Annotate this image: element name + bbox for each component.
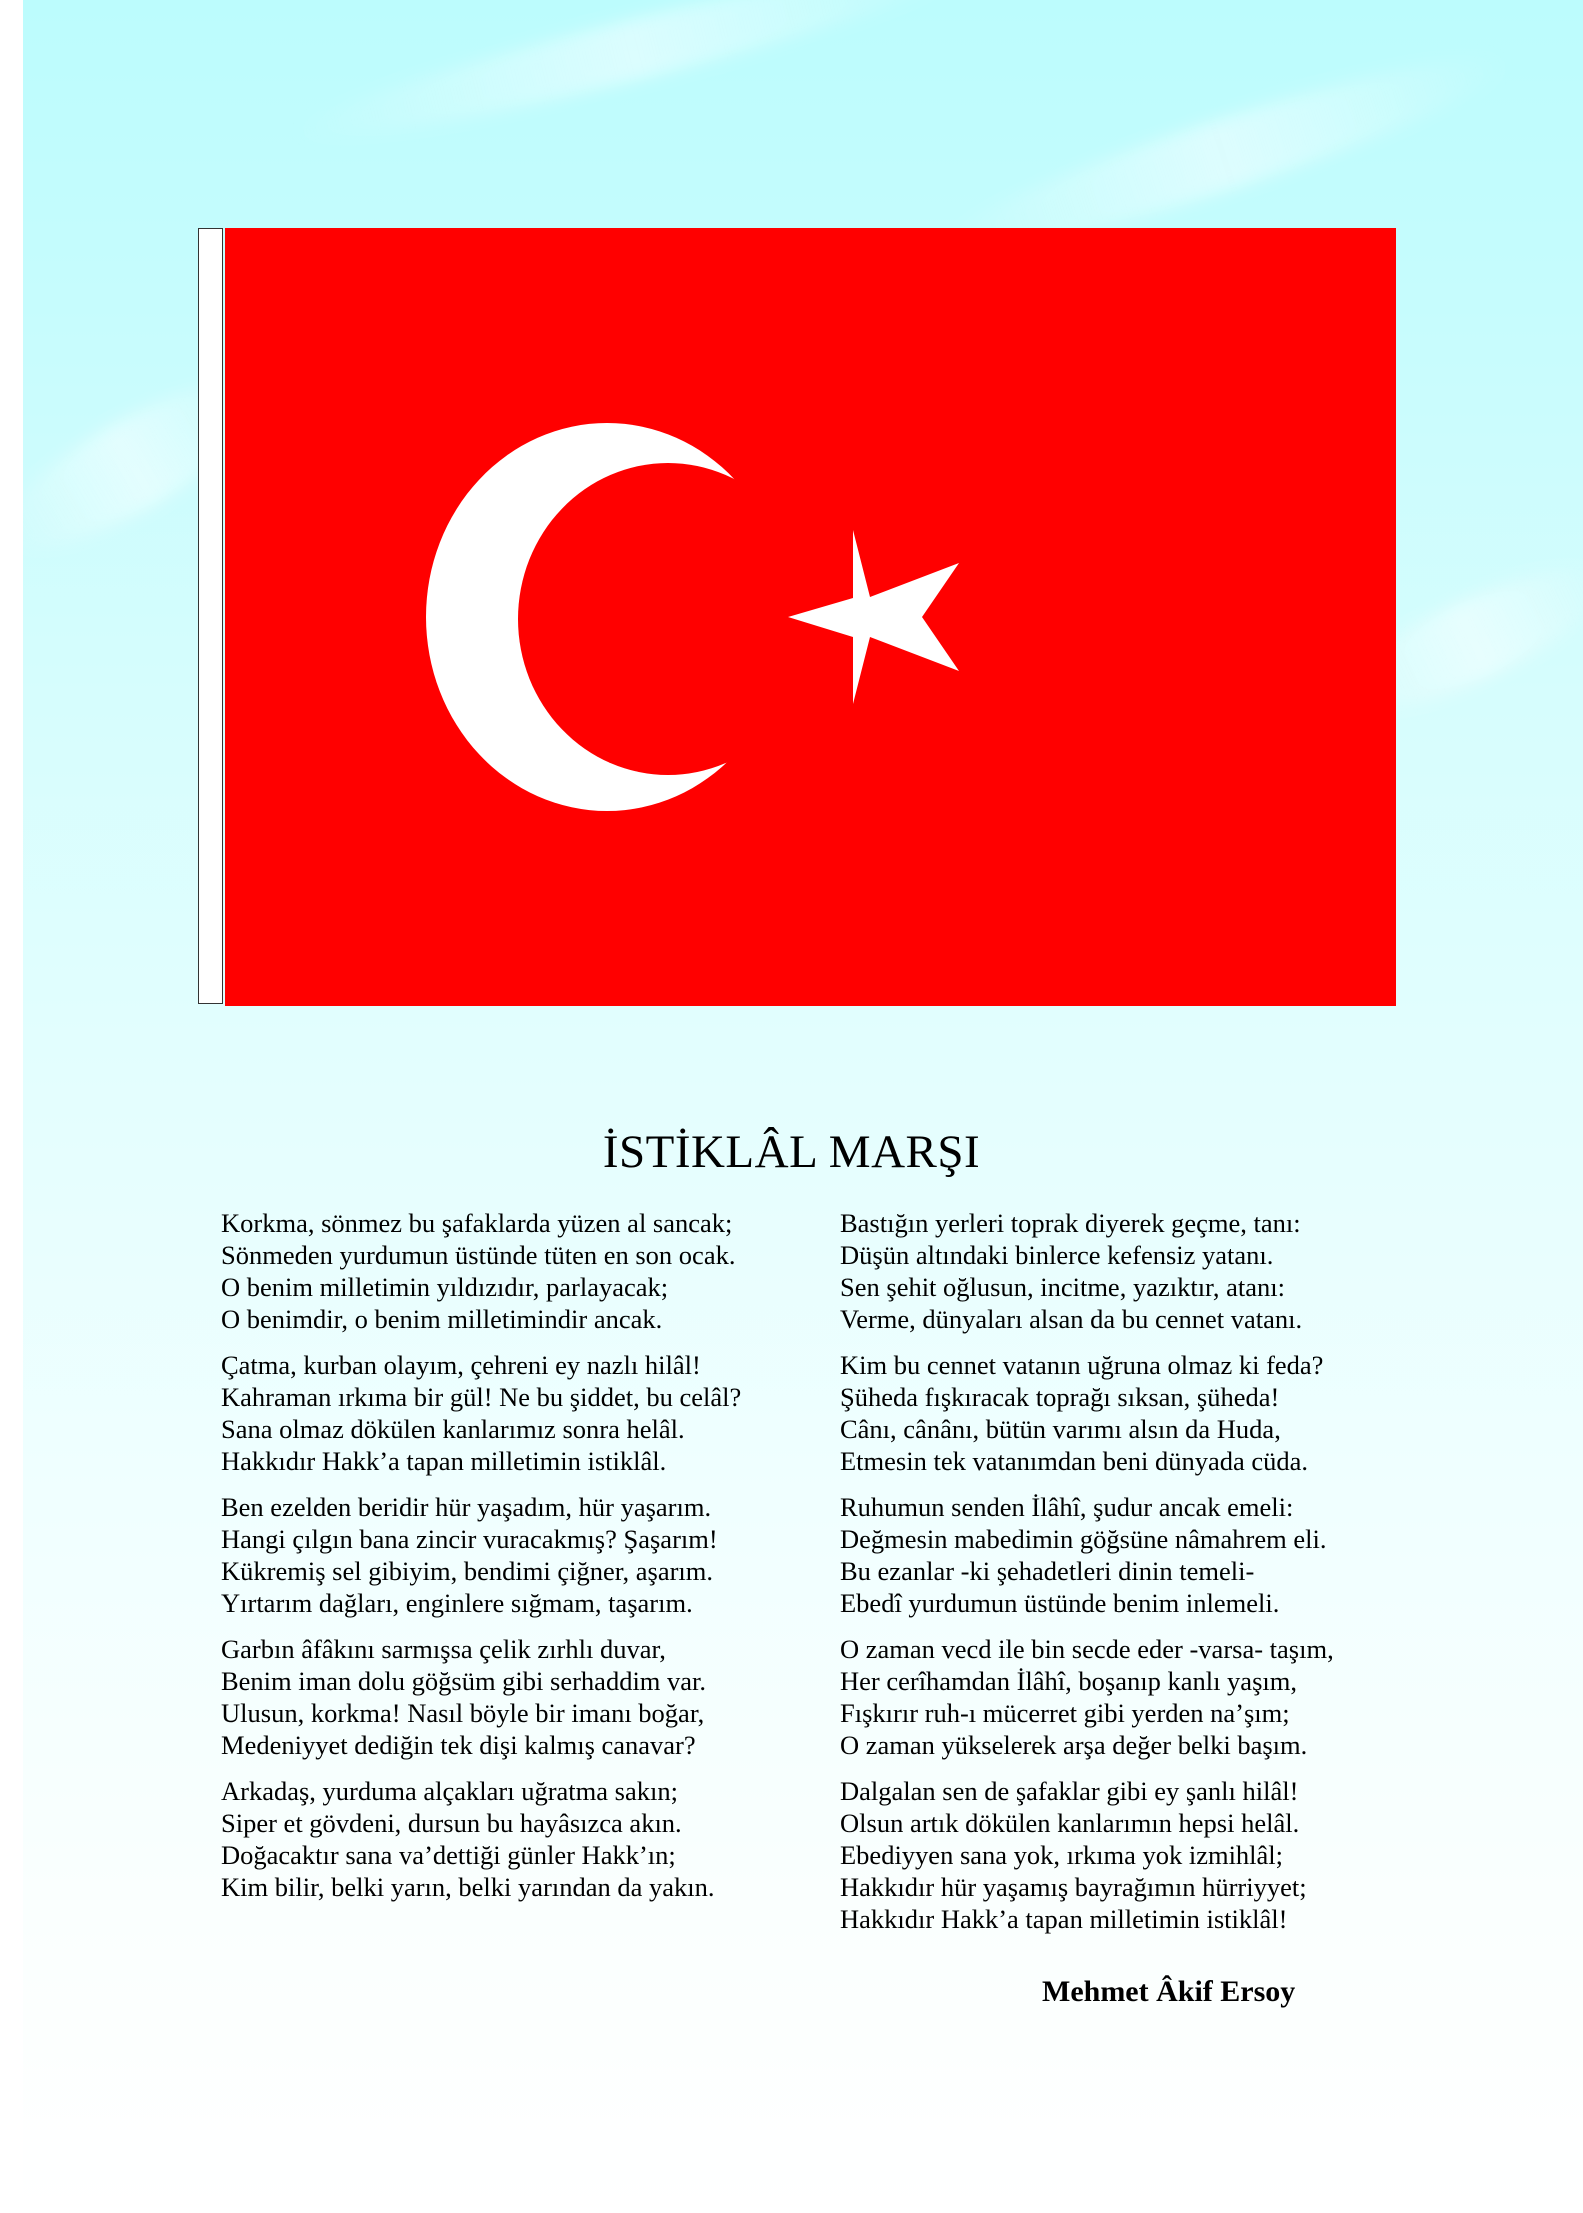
poem-line: Siper et gövdeni, dursun bu hayâsızca akın. [221, 1808, 682, 1838]
poem-line: O benimdir, o benim milletimindir ancak. [221, 1304, 663, 1334]
poem-line: Ebediyyen sana yok, ırkıma yok izmihlâl; [840, 1840, 1284, 1870]
poem-line: Her cerîhamdan İlâhî, boşanıp kanlı yaşım, [840, 1666, 1297, 1696]
poem-line: O zaman vecd ile bin secde eder -varsa- taşım, [840, 1634, 1334, 1664]
poem-line: Kim bilir, belki yarın, belki yarından da yakın. [221, 1872, 715, 1902]
poem-line: Hakkıdır Hakk’a tapan milletimin istiklâl. [221, 1446, 667, 1476]
stanza [840, 1633, 1334, 1761]
poem-line: O zaman yükselerek arşa değer belki başım. [840, 1730, 1308, 1760]
page-title: İSTİKLÂL MARŞI [602, 1126, 981, 1178]
poem-line: Sönmeden yurdumun üstünde tüten en son ocak. [221, 1240, 736, 1270]
stanza [840, 1775, 1334, 1935]
poem-line: Olsun artık dökülen kanlarımın hepsi helâl. [840, 1808, 1300, 1838]
poem-line: Dalgalan sen de şafaklar gibi ey şanlı hilâl! [840, 1776, 1299, 1806]
poem-line: Ruhumun senden İlâhî, şudur ancak emeli: [840, 1492, 1294, 1522]
poem-line: Kahraman ırkıma bir gül! Ne bu şiddet, bu celâl? [221, 1382, 742, 1412]
poem-line: Cânı, cânânı, bütün varımı alsın da Huda, [840, 1414, 1281, 1444]
poem-line: Düşün altındaki binlerce kefensiz yatanı. [840, 1240, 1274, 1270]
poem-line: Etmesin tek vatanımdan beni dünyada cüda. [840, 1446, 1309, 1476]
poem-line: Fışkırır ruh-ı mücerret gibi yerden na’şım; [840, 1698, 1290, 1728]
stanza [221, 1349, 741, 1477]
poem-line: Korkma, sönmez bu şafaklarda yüzen al sancak; [221, 1208, 733, 1238]
poem-line: Şüheda fışkıracak toprağı sıksan, şüheda! [840, 1382, 1280, 1412]
poem-line: Ben ezelden beridir hür yaşadım, hür yaşarım. [221, 1492, 712, 1522]
poem-line: Sana olmaz dökülen kanlarımız sonra helâl. [221, 1414, 685, 1444]
sky-streak [286, 0, 980, 164]
poem-line: Çatma, kurban olayım, çehreni ey nazlı hilâl! [221, 1350, 701, 1380]
poem-line: Hakkıdır Hakk’a tapan milletimin istiklâl! [840, 1904, 1288, 1934]
author-name: Mehmet Âkif Ersoy [1042, 1975, 1296, 2008]
poem-line: Hangi çılgın bana zincir vuracakmış? Şaşarım! [221, 1524, 718, 1554]
poem-line: Kükremiş sel gibiyim, bendimi çiğner, aşarım. [221, 1556, 714, 1586]
poem-line: Sen şehit oğlusun, incitme, yazıktır, atanı: [840, 1272, 1285, 1302]
flagpole [198, 228, 223, 1004]
stanza [221, 1207, 741, 1335]
poem-line: Hakkıdır hür yaşamış bayrağımın hürriyyet; [840, 1872, 1307, 1902]
poem-line: Doğacaktır sana va’dettiği günler Hakk’ın; [221, 1840, 676, 1870]
poem-line: Medeniyyet dediğin tek dişi kalmış canavar? [221, 1730, 696, 1760]
stanza [840, 1207, 1334, 1335]
poem-line: Verme, dünyaları alsan da bu cennet vatanı. [840, 1304, 1303, 1334]
turkish-flag [225, 228, 1396, 1006]
poem-line: Kim bu cennet vatanın uğruna olmaz ki feda? [840, 1350, 1324, 1380]
stanza [221, 1633, 741, 1761]
stanza [840, 1491, 1334, 1619]
poem-line: Arkadaş, yurduma alçakları uğratma sakın; [221, 1776, 678, 1806]
poem-line: Yırtarım dağları, enginlere sığmam, taşarım. [221, 1588, 693, 1618]
poem-line: Benim iman dolu göğsüm gibi serhaddim var. [221, 1666, 707, 1696]
poem-right-column [840, 1207, 1334, 1949]
stanza [840, 1349, 1334, 1477]
poem-line: Bastığın yerleri toprak diyerek geçme, tanı: [840, 1208, 1301, 1238]
poem-line: Değmesin mabedimin göğsüne nâmahrem eli. [840, 1524, 1327, 1554]
poem-line: Ulusun, korkma! Nasıl böyle bir imanı boğar, [221, 1698, 705, 1728]
stanza [221, 1775, 741, 1903]
poem-left-column [221, 1207, 741, 1917]
stanza [221, 1491, 741, 1619]
poem-line: Bu ezanlar -ki şehadetleri dinin temeli- [840, 1556, 1255, 1586]
poem-line: O benim milletimin yıldızıdır, parlayacak; [221, 1272, 669, 1302]
poem-line: Ebedî yurdumun üstünde benim inlemeli. [840, 1588, 1280, 1618]
poem-line: Garbın âfâkını sarmışsa çelik zırhlı duvar, [221, 1634, 666, 1664]
